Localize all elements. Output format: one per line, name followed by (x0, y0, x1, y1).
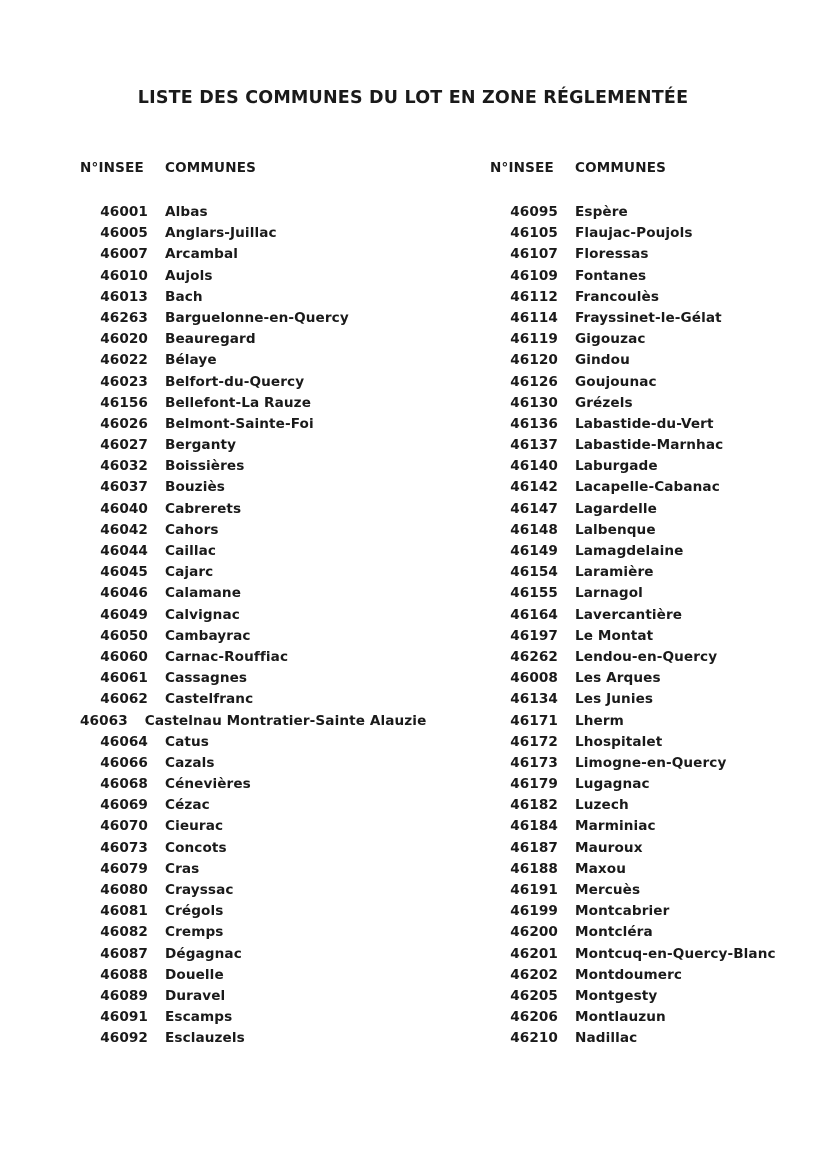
commune-insee-code: 46066 (100, 754, 148, 771)
commune-insee-code: 46206 (510, 1009, 558, 1026)
table-row (490, 944, 826, 965)
table-row (490, 816, 826, 837)
commune-insee-code: 46184 (510, 818, 558, 835)
column-header-insee: N°INSEE (80, 160, 144, 176)
table-row (490, 626, 826, 647)
table-row (80, 732, 413, 753)
commune-insee-code: 46210 (510, 1030, 558, 1047)
commune-name: Montcléra (575, 924, 653, 941)
commune-name: Castelnau Montratier-Sainte Alauzie (144, 712, 427, 729)
table-row (80, 901, 413, 922)
commune-insee-code: 46191 (510, 882, 558, 898)
table-row (80, 795, 413, 816)
commune-insee-code: 46142 (510, 479, 558, 496)
table-row (490, 711, 826, 732)
commune-insee-code: 46049 (100, 606, 148, 623)
column-header-communes: COMMUNES (165, 160, 257, 176)
commune-name: Goujounac (575, 373, 657, 390)
commune-name: Le Montat (575, 627, 654, 644)
table-row (490, 287, 826, 308)
commune-name: Bellefont-La Rauze (165, 394, 312, 411)
commune-insee-code: 46199 (510, 903, 558, 920)
commune-name: Lhospitalet (575, 733, 663, 750)
commune-name: Lendou-en-Quercy (575, 648, 718, 665)
commune-name: Luzech (575, 797, 629, 814)
commune-insee-code: 46105 (510, 225, 558, 242)
commune-insee-code: 46088 (100, 966, 148, 983)
commune-insee-code: 46013 (100, 288, 148, 305)
table-row (80, 753, 413, 774)
table-row (490, 838, 826, 859)
table-row (490, 329, 826, 350)
table-row (80, 605, 413, 626)
table-row (80, 880, 413, 901)
commune-name: Bouziès (165, 479, 225, 496)
commune-name: Belmont-Sainte-Foi (165, 415, 314, 432)
commune-name: Caillac (165, 543, 217, 559)
commune-name: Grézels (575, 394, 633, 411)
commune-name: Dégagnac (165, 945, 242, 962)
table-row (80, 223, 413, 244)
table-row (80, 859, 413, 880)
table-row (80, 816, 413, 837)
commune-name: Boissières (165, 458, 245, 475)
commune-name: Barguelonne-en-Quercy (165, 309, 349, 326)
commune-insee-code: 46063 (80, 712, 128, 729)
table-row (490, 1007, 826, 1028)
commune-insee-code: 46137 (510, 437, 558, 454)
commune-insee-code: 46130 (510, 394, 558, 411)
commune-name: Cras (165, 860, 200, 877)
commune-insee-code: 46262 (510, 648, 558, 665)
commune-insee-code: 46136 (510, 415, 558, 432)
commune-insee-code: 46037 (100, 479, 148, 496)
table-row (490, 647, 826, 668)
commune-insee-code: 46200 (510, 924, 558, 941)
commune-name: Arcambal (165, 246, 238, 263)
table-row (80, 626, 413, 647)
commune-name: Berganty (165, 437, 237, 454)
commune-insee-code: 46263 (100, 309, 148, 326)
commune-name: Frayssinet-le-Gélat (575, 309, 722, 326)
commune-name: Lagardelle (575, 500, 657, 517)
commune-insee-code: 46179 (510, 776, 558, 793)
commune-name: Gindou (575, 352, 630, 369)
commune-name: Duravel (165, 987, 226, 1004)
commune-insee-code: 46188 (510, 860, 558, 877)
table-row (80, 393, 413, 414)
commune-name: Maxou (575, 860, 626, 877)
commune-insee-code: 46045 (100, 564, 148, 581)
commune-name: Crégols (165, 903, 224, 920)
commune-name: Lamagdelaine (575, 543, 684, 559)
column-header-communes: COMMUNES (575, 160, 667, 176)
table-row (80, 329, 413, 350)
table-row (80, 287, 413, 308)
commune-insee-code: 46020 (100, 331, 148, 348)
commune-insee-code: 46040 (100, 500, 148, 517)
commune-name: Beauregard (165, 331, 256, 348)
commune-name: Cahors (165, 521, 219, 538)
table-row (80, 244, 413, 265)
commune-name: Nadillac (575, 1030, 638, 1047)
table-row (80, 944, 413, 965)
commune-name: Cézac (165, 797, 210, 814)
commune-insee-code: 46148 (510, 521, 558, 538)
table-row (80, 456, 413, 477)
commune-insee-code: 46062 (100, 691, 148, 708)
table-row (80, 520, 413, 541)
commune-insee-code: 46147 (510, 500, 558, 517)
table-row (490, 922, 826, 943)
commune-name: Lalbenque (575, 521, 656, 538)
commune-insee-code: 46005 (100, 225, 148, 242)
commune-insee-code: 46087 (100, 945, 148, 962)
table-row (80, 477, 413, 498)
commune-name: Marminiac (575, 818, 656, 835)
commune-insee-code: 46073 (100, 839, 148, 856)
table-row (490, 583, 826, 604)
commune-name: Aujols (165, 267, 213, 284)
commune-insee-code: 46154 (510, 564, 558, 581)
commune-insee-code: 46042 (100, 521, 148, 538)
commune-name: Limogne-en-Quercy (575, 754, 727, 771)
table-row (80, 414, 413, 435)
table-row (80, 689, 413, 710)
commune-name: Laramière (575, 564, 654, 581)
commune-insee-code: 46114 (510, 309, 558, 326)
table-header-left (80, 160, 413, 176)
table-row (80, 774, 413, 795)
table-row (490, 499, 826, 520)
commune-name: Cajarc (165, 564, 214, 581)
table-row (490, 753, 826, 774)
commune-insee-code: 46205 (510, 987, 558, 1004)
commune-name: Larnagol (575, 585, 643, 602)
table-row (490, 986, 826, 1007)
commune-insee-code: 46079 (100, 860, 148, 877)
communes-table (0, 160, 826, 1050)
commune-name: Flaujac-Poujols (575, 225, 693, 242)
commune-name: Labastide-du-Vert (575, 415, 714, 432)
commune-name: Labastide-Marnhac (575, 437, 724, 454)
table-row (490, 880, 826, 901)
commune-insee-code: 46197 (510, 627, 558, 644)
table-row (80, 668, 413, 689)
commune-insee-code: 46112 (510, 288, 558, 305)
table-row (490, 350, 826, 371)
table-row (80, 583, 413, 604)
commune-insee-code: 46173 (510, 754, 558, 771)
commune-insee-code: 46134 (510, 691, 558, 708)
commune-insee-code: 46022 (100, 352, 148, 369)
commune-name: Les Arques (575, 670, 661, 687)
table-row (80, 435, 413, 456)
table-row (490, 562, 826, 583)
commune-insee-code: 46120 (510, 352, 558, 369)
commune-name: Catus (165, 733, 209, 750)
table-row (490, 477, 826, 498)
commune-name: Les Junies (575, 691, 654, 708)
table-row (80, 372, 413, 393)
commune-name: Cabrerets (165, 500, 242, 517)
commune-insee-code: 46008 (510, 670, 558, 687)
commune-insee-code: 46050 (100, 627, 148, 644)
commune-insee-code: 46119 (510, 331, 558, 348)
table-row (490, 668, 826, 689)
commune-name: Espère (575, 204, 628, 220)
commune-name: Escamps (165, 1009, 233, 1026)
table-row (80, 266, 413, 287)
commune-name: Concots (165, 839, 227, 856)
commune-insee-code: 46107 (510, 246, 558, 263)
commune-insee-code: 46060 (100, 648, 148, 665)
commune-name: Montcuq-en-Quercy-Blanc (575, 945, 776, 962)
commune-name: Mauroux (575, 839, 643, 856)
commune-insee-code: 46069 (100, 797, 148, 814)
table-row (490, 541, 826, 562)
commune-insee-code: 46007 (100, 246, 148, 263)
commune-name: Cazals (165, 754, 215, 771)
table-row (80, 711, 427, 732)
commune-insee-code: 46068 (100, 776, 148, 793)
commune-name: Esclauzels (165, 1030, 245, 1047)
commune-name: Gigouzac (575, 331, 646, 348)
commune-name: Cambayrac (165, 627, 251, 644)
commune-insee-code: 46155 (510, 585, 558, 602)
table-row (490, 435, 826, 456)
commune-insee-code: 46089 (100, 987, 148, 1004)
commune-insee-code: 46164 (510, 606, 558, 623)
commune-name: Cassagnes (165, 670, 248, 687)
table-row (490, 308, 826, 329)
commune-insee-code: 46026 (100, 415, 148, 432)
commune-name: Belfort-du-Quercy (165, 373, 305, 390)
commune-insee-code: 46182 (510, 797, 558, 814)
commune-name: Bach (165, 288, 203, 305)
commune-name: Laburgade (575, 458, 658, 475)
table-row (490, 414, 826, 435)
commune-name: Carnac-Rouffiac (165, 648, 289, 665)
table-row (490, 795, 826, 816)
table-row (490, 244, 826, 265)
table-row (490, 1028, 826, 1049)
table-row (80, 922, 413, 943)
table-row (490, 393, 826, 414)
commune-insee-code: 46171 (510, 712, 558, 729)
commune-insee-code: 46149 (510, 543, 558, 559)
commune-insee-code: 46001 (100, 204, 148, 220)
commune-insee-code: 46064 (100, 733, 148, 750)
commune-insee-code: 46082 (100, 924, 148, 941)
table-column-left (0, 160, 427, 1050)
table-header-right (490, 160, 826, 176)
commune-name: Floressas (575, 246, 649, 263)
commune-insee-code: 46027 (100, 437, 148, 454)
commune-insee-code: 46156 (100, 394, 148, 411)
commune-insee-code: 46126 (510, 373, 558, 390)
commune-name: Calvignac (165, 606, 240, 623)
commune-insee-code: 46109 (510, 267, 558, 284)
commune-name: Albas (165, 204, 208, 220)
table-row (80, 562, 413, 583)
table-row (490, 774, 826, 795)
table-row (80, 1028, 413, 1049)
commune-name: Montcabrier (575, 903, 670, 920)
commune-name: Montlauzun (575, 1009, 666, 1026)
commune-insee-code: 46172 (510, 733, 558, 750)
table-row (490, 202, 826, 223)
table-row (80, 350, 413, 371)
commune-name: Douelle (165, 966, 224, 983)
table-row (490, 266, 826, 287)
commune-name: Lherm (575, 712, 624, 729)
table-row (490, 520, 826, 541)
commune-insee-code: 46070 (100, 818, 148, 835)
commune-name: Anglars-Juillac (165, 225, 277, 242)
commune-name: Bélaye (165, 352, 217, 369)
commune-name: Montgesty (575, 987, 658, 1004)
commune-insee-code: 46201 (510, 945, 558, 962)
commune-insee-code: 46046 (100, 585, 148, 602)
table-row (80, 986, 413, 1007)
commune-name: Calamane (165, 585, 242, 602)
commune-name: Mercuès (575, 882, 641, 898)
commune-name: Lacapelle-Cabanac (575, 479, 720, 496)
commune-name: Cremps (165, 924, 224, 941)
commune-name: Cieurac (165, 818, 224, 835)
commune-name: Crayssac (165, 882, 234, 898)
commune-insee-code: 46187 (510, 839, 558, 856)
commune-insee-code: 46140 (510, 458, 558, 475)
table-row (490, 732, 826, 753)
column-header-insee: N°INSEE (490, 160, 554, 176)
table-row (490, 901, 826, 922)
commune-insee-code: 46092 (100, 1030, 148, 1047)
table-row (80, 541, 413, 562)
table-row (80, 499, 413, 520)
commune-name: Fontanes (575, 267, 647, 284)
commune-insee-code: 46032 (100, 458, 148, 475)
table-body-left (80, 202, 427, 1050)
table-row (490, 605, 826, 626)
table-row (80, 838, 413, 859)
table-row (80, 1007, 413, 1028)
table-row (80, 202, 413, 223)
table-row (80, 965, 413, 986)
commune-insee-code: 46010 (100, 267, 148, 284)
commune-insee-code: 46080 (100, 882, 148, 898)
commune-name: Castelfranc (165, 691, 254, 708)
commune-name: Francoulès (575, 288, 660, 305)
commune-insee-code: 46095 (510, 204, 558, 220)
commune-insee-code: 46091 (100, 1009, 148, 1026)
commune-name: Montdoumerc (575, 966, 683, 983)
table-row (490, 372, 826, 393)
table-row (490, 965, 826, 986)
table-row (490, 223, 826, 244)
commune-name: Lavercantière (575, 606, 683, 623)
table-row (80, 647, 413, 668)
commune-name: Lugagnac (575, 776, 650, 793)
commune-name: Cénevières (165, 776, 251, 793)
commune-insee-code: 46061 (100, 670, 148, 687)
table-row (490, 456, 826, 477)
commune-insee-code: 46044 (100, 543, 148, 559)
table-row (490, 689, 826, 710)
page-title: LISTE DES COMMUNES DU LOT EN ZONE RÉGLEMENTÉE (137, 88, 689, 108)
table-row (490, 859, 826, 880)
table-column-right (413, 160, 826, 1050)
commune-insee-code: 46202 (510, 966, 558, 983)
table-body-right (490, 202, 826, 1050)
commune-insee-code: 46081 (100, 903, 148, 920)
table-row (80, 308, 413, 329)
commune-insee-code: 46023 (100, 373, 148, 390)
